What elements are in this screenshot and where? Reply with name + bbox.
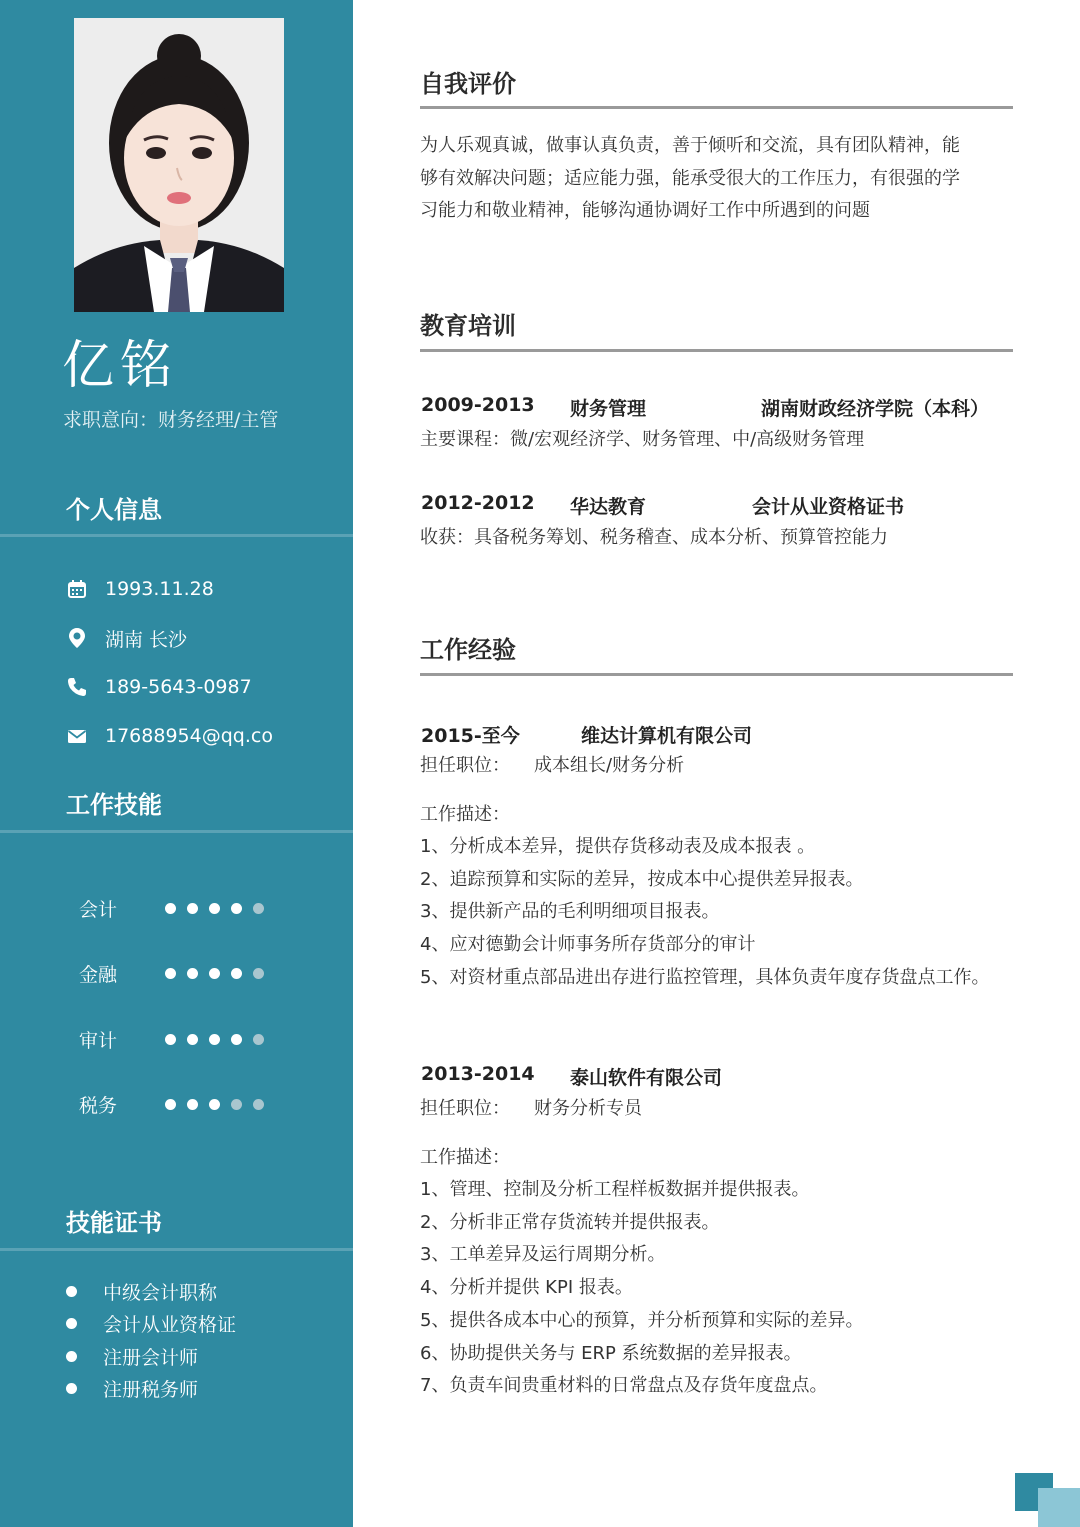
duty-item: 4、分析并提供 KPI 报表。 (420, 1277, 633, 1299)
duty-list (420, 831, 1020, 995)
rating-dot (165, 1099, 176, 1110)
bullet-icon (66, 1318, 77, 1329)
rating-dot (187, 903, 198, 914)
section-divider (0, 534, 353, 537)
calendar-icon (66, 578, 88, 600)
skills-heading: 工作技能 (66, 791, 162, 819)
duty-item: 5、对资材重点部品进出存进行监控管理，具体负责年度存货盘点工作。 (420, 966, 990, 988)
section-divider (0, 1248, 353, 1251)
skill-name: 会计 (79, 898, 118, 921)
edu-period: 2009-2013 (421, 394, 535, 416)
section-divider (420, 673, 1013, 676)
bullet-icon (66, 1351, 77, 1362)
rating-dot (209, 903, 220, 914)
work-period: 2013-2014 (421, 1063, 535, 1085)
cert-item (66, 1276, 217, 1306)
rating-dot (253, 968, 264, 979)
position-label: 担任职位： (420, 1098, 510, 1119)
cert-item (66, 1308, 236, 1338)
section-divider (420, 106, 1013, 109)
duty-item: 3、工单差异及运行周期分析。 (420, 1244, 666, 1266)
duty-item: 5、提供各成本中心的预算，并分析预算和实际的差异。 (420, 1309, 864, 1331)
rating-dot (253, 903, 264, 914)
location-text: 湖南 长沙 (105, 628, 188, 651)
work-position (420, 753, 685, 779)
edu-school: 湖南财政经济学院（本科） (761, 398, 990, 420)
work-company: 泰山软件有限公司 (570, 1067, 723, 1089)
person-name: 亿铭 (62, 336, 179, 396)
cert-text: 会计从业资格证 (103, 1313, 237, 1336)
work-heading: 工作经验 (420, 636, 516, 664)
rating-dot (187, 968, 198, 979)
rating-dot (253, 1034, 264, 1045)
duty-item: 4、应对德勤会计师事务所存货部分的审计 (420, 934, 756, 956)
corner-decoration (1038, 1488, 1080, 1527)
skill-row (79, 959, 275, 987)
location-pin-icon (66, 627, 88, 649)
phone-text[interactable]: 189-5643-0987 (105, 676, 252, 698)
edu-period: 2012-2012 (421, 492, 535, 514)
cert-text: 注册会计师 (103, 1346, 199, 1369)
rating-dot (187, 1034, 198, 1045)
self-eval-line: 够有效解决问题；适应能力强，能承受很大的工作压力，有很强的学 (420, 167, 960, 189)
rating-dot (209, 1099, 220, 1110)
rating-dot (231, 1034, 242, 1045)
certs-heading: 技能证书 (66, 1209, 162, 1237)
skill-row (79, 1025, 275, 1053)
duty-item: 1、分析成本差异，提供存货移动表及成本报表 。 (420, 836, 816, 857)
skill-rating (165, 903, 275, 914)
duty-item: 2、分析非正常存货流转并提供报表。 (420, 1211, 720, 1233)
cert-item (66, 1373, 198, 1403)
duty-item: 3、提供新产品的毛利明细项目报表。 (420, 901, 720, 923)
position-value: 成本组长/财务分析 (534, 755, 685, 776)
duty-item: 6、协助提供关务与 ERP 系统数据的差异报表。 (420, 1342, 802, 1364)
rating-dot (165, 1034, 176, 1045)
job-intent: 求职意向：财务经理/主管 (63, 409, 279, 431)
work-period: 2015-至今 (421, 725, 520, 747)
section-divider (0, 830, 353, 833)
self-eval-line: 为人乐观真诚，做事认真负责，善于倾听和交流，具有团队精神，能 (420, 135, 960, 156)
cert-text: 中级会计职称 (103, 1281, 218, 1304)
edu-school: 会计从业资格证书 (752, 496, 905, 518)
duty-item: 1、管理、控制及分析工程样板数据并提供报表。 (420, 1179, 810, 1200)
edu-detail: 收获：具备税务筹划、税务稽查、成本分析、预算管控能力 (420, 527, 888, 548)
skill-rating (165, 1034, 275, 1045)
rating-dot (253, 1099, 264, 1110)
skill-row (79, 1090, 275, 1118)
skill-name: 税务 (79, 1094, 118, 1117)
info-email (66, 721, 273, 751)
email-text[interactable]: 17688954@qq.co (105, 725, 273, 747)
position-value: 财务分析专员 (534, 1098, 642, 1119)
rating-dot (165, 903, 176, 914)
desc-label: 工作描述： (420, 804, 510, 825)
rating-dot (165, 968, 176, 979)
edu-subject: 华达教育 (570, 496, 647, 518)
phone-icon (66, 676, 88, 698)
self-eval-line: 习能力和敬业精神，能够沟通协调好工作中所遇到的问题 (420, 200, 870, 221)
self-eval-heading: 自我评价 (420, 70, 516, 98)
education-heading: 教育培训 (420, 312, 516, 340)
duty-list (420, 1174, 1020, 1403)
info-birthdate (66, 574, 214, 604)
duty-item: 7、负责车间贵重材料的日常盘点及存货年度盘点。 (420, 1375, 828, 1397)
rating-dot (209, 1034, 220, 1045)
info-location (66, 623, 187, 653)
cert-item (66, 1341, 198, 1371)
rating-dot (209, 968, 220, 979)
duty-item: 2、追踪预算和实际的差异，按成本中心提供差异报表。 (420, 868, 864, 890)
rating-dot (187, 1099, 198, 1110)
skill-rating (165, 1099, 275, 1110)
personal-info-heading: 个人信息 (66, 496, 162, 524)
rating-dot (231, 903, 242, 914)
edu-detail: 主要课程：微/宏观经济学、财务管理、中/高级财务管理 (420, 429, 865, 450)
skill-rating (165, 968, 275, 979)
edu-subject: 财务管理 (570, 398, 647, 420)
skill-name: 金融 (79, 963, 118, 986)
birthdate-text: 1993.11.28 (105, 578, 214, 600)
info-phone (66, 672, 252, 702)
mail-icon (66, 725, 88, 747)
skill-name: 审计 (79, 1029, 118, 1052)
rating-dot (231, 1099, 242, 1110)
self-eval-text (420, 130, 1010, 228)
rating-dot (231, 968, 242, 979)
sidebar (0, 0, 353, 1527)
section-divider (420, 349, 1013, 352)
skill-row (79, 894, 275, 922)
bullet-icon (66, 1286, 77, 1297)
bullet-icon (66, 1383, 77, 1394)
position-label: 担任职位： (420, 755, 510, 776)
work-company: 维达计算机有限公司 (581, 725, 753, 747)
cert-text: 注册税务师 (103, 1378, 199, 1401)
desc-label: 工作描述： (420, 1147, 510, 1168)
work-position (420, 1096, 642, 1122)
profile-photo (74, 18, 284, 312)
